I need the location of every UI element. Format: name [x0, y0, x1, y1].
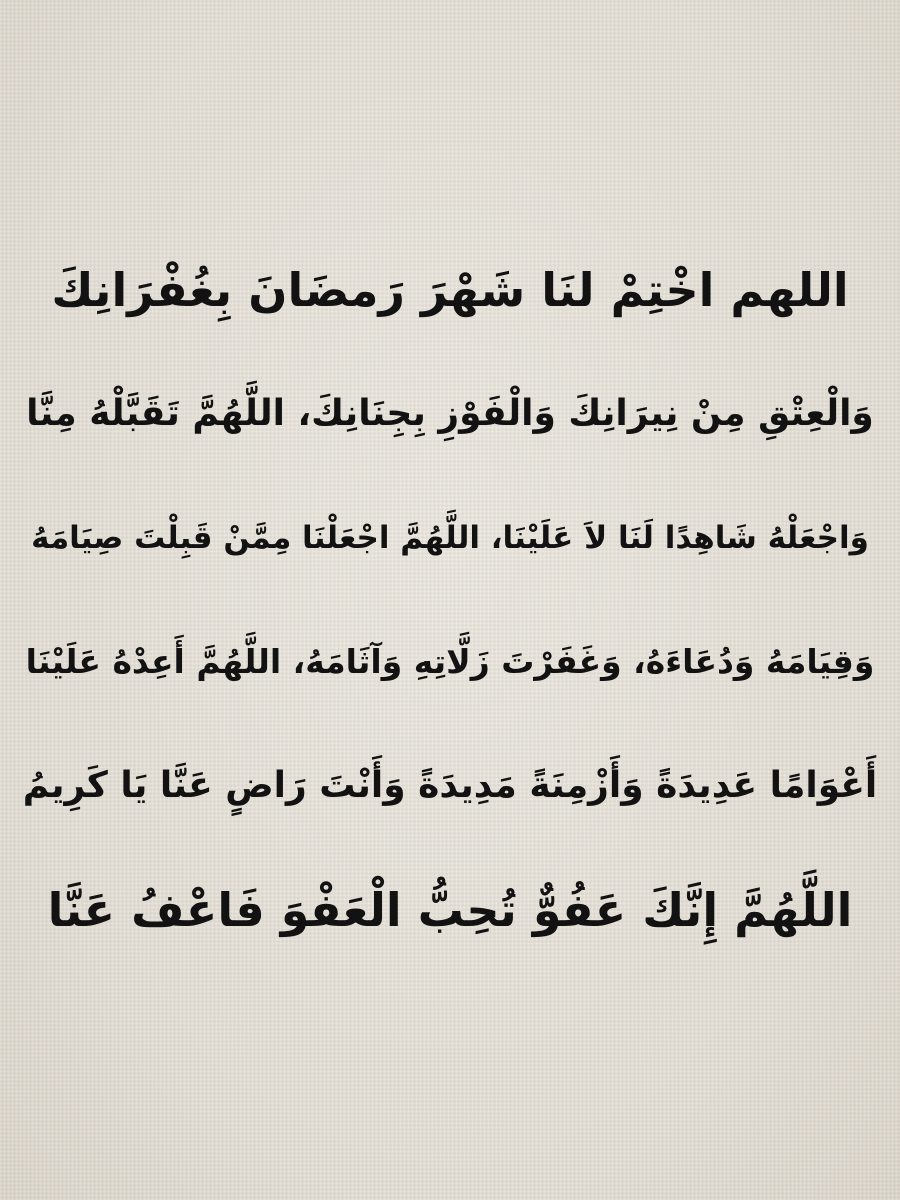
supplication-line-5: أَعْوَامًا عَدِيدَةً وَأَزْمِنَةً مَدِيدَةً وَأَنْتَ رَاضٍ عَنَّا يَا كَرِيمُ [22, 765, 878, 806]
supplication-line-4: وَقِيَامَهُ وَدُعَاءَهُ، وَغَفَرْتَ زَلَّاتِهِ وَآثَامَهُ، اللَّهُمَّ أَعِدْهُ عَلَيْنَا [25, 642, 875, 681]
supplication-line-6: اللَّهُمَّ إِنَّكَ عَفُوٌّ تُحِبُّ الْعَفْوَ فَاعْفُ عَنَّا [47, 883, 853, 937]
supplication-line-2: وَالْعِتْقِ مِنْ نِيرَانِكَ وَالْفَوْزِ بِجِنَانِكَ، اللَّهُمَّ تَقَبَّلْهُ مِنَّا [26, 393, 874, 434]
supplication-line-3: وَاجْعَلْهُ شَاهِدًا لَنَا لاَ عَلَيْنَا، اللَّهُمَّ اجْعَلْنَا مِمَّنْ قَبِلْتَ صِيَامَهُ [31, 520, 869, 556]
supplication-line-1: اللهم اخْتِمْ لنَا شَهْرَ رَمضَانَ بِغُفْرَانِكَ [51, 263, 849, 317]
supplication-text [20, 242, 880, 986]
